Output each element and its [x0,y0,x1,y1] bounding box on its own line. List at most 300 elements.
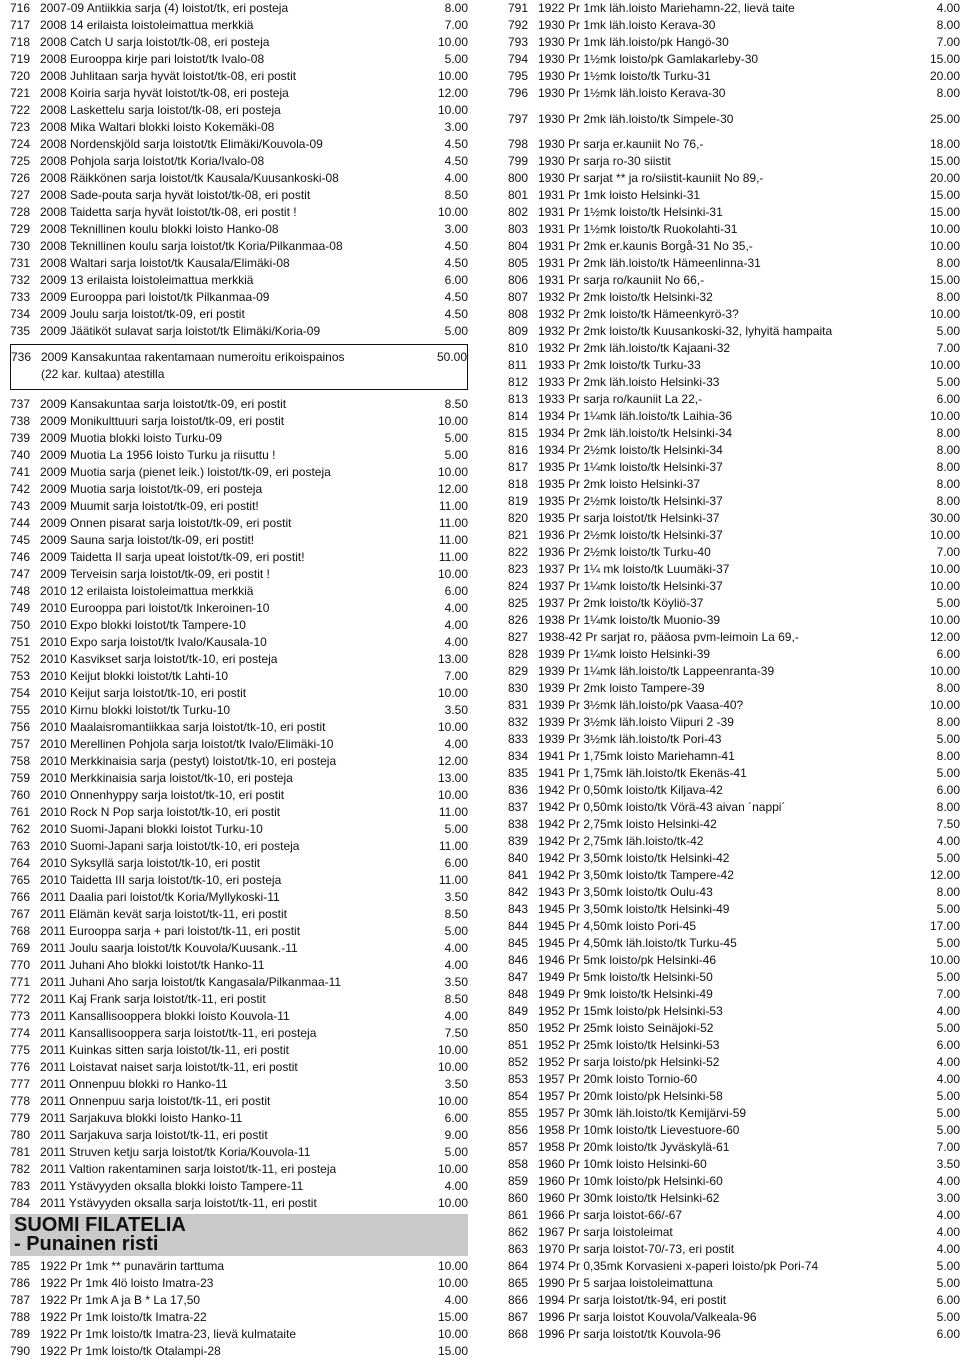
lot-price: 5.00 [936,1106,960,1120]
section-title: SUOMI FILATELIA [14,1214,186,1236]
lot-number: 848 [508,987,529,1001]
lot-number: 720 [10,69,31,83]
right-column [508,0,960,1343]
lot-price: 4.50 [444,256,468,270]
listing-row [10,957,468,974]
lot-price: 4.50 [444,290,468,304]
lot-number: 722 [10,103,31,117]
listing-row [508,1139,960,1156]
lot-price: 8.00 [936,800,960,814]
lot-number: 735 [10,324,31,338]
listing-row [508,1003,960,1020]
lot-description: 1943 Pr 3,50mk loisto/tk Oulu-43 [538,885,713,899]
lot-description: 1922 Pr 1mk ** punavärin tarttuma [40,1259,225,1273]
lot-price: 8.00 [936,290,960,304]
lot-number: 734 [10,307,31,321]
listing-row [10,821,468,838]
listing-row [508,374,960,391]
lot-description: 2010 Keijut blokki loistot/tk Lahti-10 [40,669,229,683]
lot-description: 2010 Kasvikset sarja loistot/tk-10, eri posteja [40,652,278,666]
listing-row [508,663,960,680]
lot-price: 5.00 [936,1310,960,1324]
lot-price: 20.00 [929,69,960,83]
lot-price: 4.00 [936,1242,960,1256]
lot-number: 829 [508,664,529,678]
listing-row [508,1190,960,1207]
lot-description: 2011 Joulu saarja loistot/tk Kouvola/Kuusank.-11 [40,941,298,955]
listing-row [10,838,468,855]
lot-description: 1942 Pr 3,50mk loisto/tk Tampere-42 [538,868,734,882]
listing-row [10,1309,468,1326]
lot-number: 769 [10,941,31,955]
listing-row [508,697,960,714]
lot-description: 1942 Pr 3,50mk loisto/tk Helsinki-42 [538,851,730,865]
lot-number: 725 [10,154,31,168]
lot-number: 775 [10,1043,31,1057]
lot-number: 838 [508,817,529,831]
listing-row [508,748,960,765]
lot-description: 2010 Suomi-Japani blokki loistot Turku-10 [40,822,263,836]
lot-price: 8.00 [936,460,960,474]
lot-description: 1960 Pr 10mk loisto/pk Helsinki-60 [538,1174,723,1188]
listing-row [508,170,960,187]
lot-price: 10.00 [437,567,468,581]
listing-row [10,102,468,119]
lot-description: 1934 Pr 1¼mk läh.loisto/tk Laihia-36 [538,409,733,423]
lot-number: 806 [508,273,529,287]
lot-description: 1966 Pr sarja loistot-66/-67 [538,1208,683,1222]
lot-number: 797 [508,111,529,126]
listing-row [508,340,960,357]
lot-description: 2009 Sauna sarja loistot/tk-09, eri postit! [40,533,255,547]
listing-row [508,187,960,204]
lot-price: 10.00 [929,358,960,372]
lot-number: 779 [10,1111,31,1125]
lot-description: 1934 Pr 2mk läh.loisto/tk Helsinki-34 [538,426,733,440]
lot-number: 726 [10,171,31,185]
listing-row [10,1343,468,1360]
lot-price: 10.00 [929,613,960,627]
lot-price: 12.00 [437,482,468,496]
listing-row [508,850,960,867]
lot-number: 743 [10,499,31,513]
lot-description: 2009 Muotia La 1956 loisto Turku ja riisuttu ! [40,448,276,462]
lot-number: 801 [508,188,529,202]
lot-description: 2010 Taidetta III sarja loistot/tk-10, eri posteja [40,873,282,887]
lot-price: 5.00 [444,431,468,445]
listing-row [10,804,468,821]
listing-row [508,578,960,595]
listing-row [508,1173,960,1190]
lot-description: 2011 Onnenpuu blokki ro Hanko-11 [40,1077,228,1091]
lot-description: 2008 Koiria sarja hyvät loistot/tk-08, eri posteja [40,86,289,100]
lot-description: 2008 Taidetta sarja hyvät loistot/tk-08, eri postit ! [40,205,297,219]
lot-description: 2011 Valtion rakentaminen sarja loistot/tk-11, eri posteja [40,1162,337,1176]
lot-number: 771 [10,975,31,989]
lot-price: 10.00 [437,414,468,428]
lot-description: 1922 Pr 1mk A ja B * La 17,50 [40,1293,201,1307]
lot-description: 1958 Pr 20mk loisto/tk Jyväskylä-61 [538,1140,730,1154]
lot-number: 727 [10,188,31,202]
lot-number: 717 [10,18,31,32]
lot-number: 746 [10,550,31,564]
lot-description: 1937 Pr 1¼ mk loisto/tk Luumäki-37 [538,562,730,576]
lot-description: 1931 Pr 1mk loisto Helsinki-31 [538,188,701,202]
lot-price: 6.00 [444,1111,468,1125]
lot-description: 2011 Kansallisooppera blokki loisto Kouvola-11 [40,1009,290,1023]
lot-price: 5.00 [936,936,960,950]
lot-price: 8.50 [444,188,468,202]
lot-number: 815 [508,426,529,440]
lot-price: 10.00 [437,1196,468,1210]
lot-number: 837 [508,800,529,814]
lot-number: 860 [508,1191,529,1205]
lot-number: 747 [10,567,31,581]
lot-price: 12.00 [929,630,960,644]
lot-description: 2009 Kansakuntaa rakentamaan numeroitu erikoispainos (22 kar. kultaa) atestilla [41,350,345,381]
lot-number: 724 [10,137,31,151]
listing-row [10,238,468,255]
lot-price: 5.00 [936,970,960,984]
lot-description: 2008 Mika Waltari blokki loisto Kokemäki-08 [40,120,275,134]
listing-row [508,1088,960,1105]
lot-description: 1932 Pr 2mk läh.loisto/tk Kajaani-32 [538,341,731,355]
lot-number: 852 [508,1055,529,1069]
lot-description: 1939 Pr 3½mk läh.loisto/pk Vaasa-40? [538,698,744,712]
lot-number: 813 [508,392,529,406]
listing-row [508,1224,960,1241]
lot-number: 825 [508,596,529,610]
lot-number: 759 [10,771,31,785]
lot-description: 1952 Pr 15mk loisto/pk Helsinki-53 [538,1004,723,1018]
lot-number: 795 [508,69,529,83]
lot-description: 1945 Pr 4,50mk loisto Pori-45 [538,919,697,933]
listing-row [508,442,960,459]
lot-price: 3.50 [444,890,468,904]
lot-number: 819 [508,494,529,508]
lot-price: 4.00 [444,1293,468,1307]
lot-price: 7.50 [936,817,960,831]
lot-price: 10.00 [929,562,960,576]
listing-row [508,153,960,170]
listing-row [508,1054,960,1071]
lot-price: 10.00 [437,69,468,83]
lot-price: 11.00 [438,873,468,887]
lot-price: 4.00 [936,1225,960,1239]
lot-description: 1931 Pr 1½mk loisto/tk Ruokolahti-31 [538,222,738,236]
lot-description: 1935 Pr sarja loistot/tk Helsinki-37 [538,511,720,525]
lot-price: 5.00 [936,1089,960,1103]
lot-number: 733 [10,290,31,304]
lot-description: 1990 Pr 5 sarjaa loistoleimattuna [538,1276,713,1290]
listing-row [10,17,468,34]
lot-description: 1930 Pr 1mk läh.loisto/pk Hangö-30 [538,35,729,49]
listing-row [10,1275,468,1292]
lot-price: 4.50 [444,239,468,253]
lot-price: 10.00 [929,409,960,423]
lot-price: 4.00 [936,1208,960,1222]
listing-row [10,1042,468,1059]
lot-price: 5.00 [936,766,960,780]
lot-price: 10.00 [929,953,960,967]
lot-price: 7.50 [444,1026,468,1040]
lot-description: 2008 Räikkönen sarja loistot/tk Kausala/Kuusankoski-08 [40,171,339,185]
lot-price: 5.00 [936,1259,960,1273]
lot-price: 15.00 [929,273,960,287]
lot-number: 792 [508,18,529,32]
lot-price: 10.00 [437,103,468,117]
lot-price: 25.00 [929,111,960,126]
lot-number: 842 [508,885,529,899]
listing-row [10,1258,468,1275]
lot-price: 5.00 [936,324,960,338]
lot-description: 2008 Catch U sarja loistot/tk-08, eri posteja [40,35,270,49]
lot-number: 787 [10,1293,31,1307]
lot-price: 3.50 [936,1157,960,1171]
lot-price: 3.50 [444,703,468,717]
listing-row [10,34,468,51]
listing-row [10,668,468,685]
left-list-middle [10,396,468,1212]
listing-row [508,0,960,17]
lot-number: 798 [508,137,529,151]
lot-price: 10.00 [437,1259,468,1273]
lot-price: 10.00 [437,720,468,734]
lot-price: 6.00 [936,783,960,797]
listing-row [10,1076,468,1093]
lot-description: 2011 Juhani Aho sarja loistot/tk Kangasala/Pilkanmaa-11 [40,975,342,989]
listing-row [508,680,960,697]
lot-description: 2010 Maalaisromantiikkaa sarja loistot/tk-10, eri postit [40,720,326,734]
lot-description: 2011 Elämän kevät sarja loistot/tk-11, eri postit [40,907,288,921]
lot-number: 786 [10,1276,31,1290]
lot-number: 732 [10,273,31,287]
listing-row [508,1156,960,1173]
listing-row [10,549,468,566]
listing-row [508,765,960,782]
left-column [10,0,468,1360]
lot-price: 8.50 [444,992,468,1006]
lot-description: 2009 Terveisin sarja loistot/tk-09, eri postit ! [40,567,270,581]
listing-row [10,634,468,651]
lot-number: 820 [508,511,529,525]
lot-number: 831 [508,698,529,712]
lot-description: 2011 Kaj Frank sarja loistot/tk-11, eri postit [40,992,266,1006]
lot-description: 2008 Pohjola sarja loistot/tk Koria/Ivalo-08 [40,154,265,168]
lot-number: 844 [508,919,529,933]
lot-number: 757 [10,737,31,751]
lot-number: 862 [508,1225,529,1239]
lot-price: 7.00 [936,1140,960,1154]
lot-price: 5.00 [444,822,468,836]
lot-description: 1957 Pr 20mk loisto/pk Helsinki-58 [538,1089,723,1103]
lot-number: 785 [10,1259,31,1273]
lot-description: 1932 Pr 2mk loisto/tk Kuusankoski-32, lyhyitä hampaita [538,324,833,338]
lot-number: 719 [10,52,31,66]
lot-number: 767 [10,907,31,921]
listing-row [10,136,468,153]
lot-description: 2009 Muotia sarja loistot/tk-09, eri posteja [40,482,263,496]
listing-row [10,906,468,923]
lot-description: 1931 Pr 2mk er.kaunis Borgå-31 No 35,- [538,239,753,253]
lot-price: 4.00 [444,1009,468,1023]
lot-description: 2007-09 Antiikkia sarja (4) loistot/tk, eri posteja [40,1,289,15]
lot-number: 730 [10,239,31,253]
listing-row [10,481,468,498]
lot-description: 1952 Pr sarja loisto/pk Helsinki-52 [538,1055,720,1069]
lot-description: 1941 Pr 1,75mk läh.loisto/tk Ekenäs-41 [538,766,747,780]
lot-description: 1930 Pr 2mk läh.loisto/tk Simpele-30 [538,111,734,126]
lot-price: 15.00 [929,52,960,66]
lot-number: 866 [508,1293,529,1307]
lot-description: 2008 Teknillinen koulu blokki loisto Hanko-08 [40,222,279,236]
lot-number: 749 [10,601,31,615]
lot-price: 8.50 [444,397,468,411]
lot-description: 2008 14 erilaista loistoleimattua merkkiä [40,18,254,32]
lot-description: 2011 Daalia pari loistot/tk Koria/Myllykoski-11 [40,890,280,904]
lot-description: 1960 Pr 10mk loisto Helsinki-60 [538,1157,707,1171]
lot-number: 826 [508,613,529,627]
lot-description: 2011 Struven ketju sarja loistot/tk Koria/Kouvola-11 [40,1145,311,1159]
lot-description: 1952 Pr 25mk loisto Seinäjoki-52 [538,1021,714,1035]
lot-number: 753 [10,669,31,683]
lot-description: 2009 Muotia sarja (pienet leik.) loistot/tk-09, eri posteja [40,465,331,479]
lot-description: 1932 Pr 2mk loisto/tk Helsinki-32 [538,290,713,304]
listing-row [508,595,960,612]
listing-row [508,493,960,510]
lot-description: 2009 Joulu sarja loistot/tk-09, eri postit [40,307,245,321]
lot-price: 10.00 [437,1276,468,1290]
lot-price: 7.00 [444,18,468,32]
listing-row [10,532,468,549]
lot-number: 850 [508,1021,529,1035]
lot-number: 857 [508,1140,529,1154]
lot-description: 2008 Sade-pouta sarja hyvät loistot/tk-08, eri postit [40,188,311,202]
lot-number: 854 [508,1089,529,1103]
lot-description: 2011 Sarjakuva blokki loisto Hanko-11 [40,1111,243,1125]
lot-price: 4.50 [444,137,468,151]
lot-number: 751 [10,635,31,649]
lot-number: 784 [10,1196,31,1210]
lot-description: 2009 13 erilaista loistoleimattua merkkiä [40,273,254,287]
lot-description: 2010 Suomi-Japani sarja loistot/tk-10, eri posteja [40,839,300,853]
listing-row [508,1309,960,1326]
lot-description: 1939 Pr 1¼mk loisto Helsinki-39 [538,647,711,661]
listing-row [10,872,468,889]
lot-price: 5.00 [936,1021,960,1035]
listing-row [10,1195,468,1212]
lot-number: 770 [10,958,31,972]
lot-description: 1949 Pr 9mk loisto/tk Helsinki-49 [538,987,713,1001]
listing-row [508,1207,960,1224]
lot-description: 1933 Pr 2mk läh.loisto Helsinki-33 [538,375,720,389]
lot-description: 2009 Kansakuntaa sarja loistot/tk-09, eri postit [40,397,287,411]
lot-price: 8.00 [936,715,960,729]
lot-description: 2009 Onnen pisarat sarja loistot/tk-09, eri postit [40,516,292,530]
lot-price: 6.00 [936,1327,960,1341]
lot-price: 5.00 [444,924,468,938]
lot-number: 823 [508,562,529,576]
lot-price: 4.00 [936,1174,960,1188]
lot-description: 2009 Muotia blokki loisto Turku-09 [40,431,223,445]
lot-price: 20.00 [929,171,960,185]
listing-row [508,986,960,1003]
listing-row [508,1258,960,1275]
lot-price: 4.50 [444,307,468,321]
listing-row [10,170,468,187]
lot-price: 7.00 [444,669,468,683]
lot-description: 2010 Syksyllä sarja loistot/tk-10, eri postit [40,856,261,870]
lot-number: 824 [508,579,529,593]
listing-row [508,1292,960,1309]
lot-description: 2008 Eurooppa kirje pari loistot/tk Ivalo-08 [40,52,265,66]
lot-number: 764 [10,856,31,870]
listing-row [508,85,960,102]
lot-description: 1952 Pr 25mk loisto/tk Helsinki-53 [538,1038,720,1052]
lot-number: 827 [508,630,529,644]
section-header [10,1214,468,1256]
lot-description: 1922 Pr 1mk loisto/tk Imatra-22 [40,1310,207,1324]
lot-price: 15.00 [437,1344,468,1358]
lot-number: 814 [508,409,529,423]
lot-number: 796 [508,86,529,100]
lot-number: 859 [508,1174,529,1188]
lot-number: 830 [508,681,529,695]
listing-row [508,102,960,136]
lot-description: 1974 Pr 0,35mk Korvasieni x-paperi loisto/pk Pori-74 [538,1259,819,1273]
lot-description: 1931 Pr 1½mk loisto/tk Helsinki-31 [538,205,723,219]
listing-row [508,1326,960,1343]
lot-number: 766 [10,890,31,904]
lot-number: 762 [10,822,31,836]
lot-description: 1934 Pr 2½mk loisto/tk Helsinki-34 [538,443,723,457]
lot-price: 8.00 [936,426,960,440]
lot-number: 776 [10,1060,31,1074]
lot-description: 1930 Pr sarja er.kauniit No 76,- [538,137,704,151]
lot-description: 1930 Pr 1mk läh.loisto Kerava-30 [538,18,716,32]
lot-number: 804 [508,239,529,253]
lot-description: 1922 Pr 1mk 4lö loisto Imatra-23 [40,1276,214,1290]
listing-row [10,753,468,770]
lot-price: 6.00 [936,1293,960,1307]
lot-description: 1945 Pr 4,50mk läh.loisto/tk Turku-45 [538,936,737,950]
lot-description: 2010 Expo blokki loistot/tk Tampere-10 [40,618,246,632]
lot-number: 750 [10,618,31,632]
lot-number: 760 [10,788,31,802]
lot-description: 2011 Eurooppa sarja + pari loistot/tk-11, eri postit [40,924,301,938]
lot-description: 2010 Merkkinaisia sarja loistot/tk-10, eri posteja [40,771,293,785]
lot-price: 50.00 [436,350,467,364]
listing-row [10,1127,468,1144]
lot-number: 853 [508,1072,529,1086]
lot-description: 2008 Waltari sarja loistot/tk Kausala/Elimäki-08 [40,256,290,270]
listing-row [508,884,960,901]
lot-description: 1939 Pr 1¼mk läh.loisto/tk Lappeenranta-39 [538,664,775,678]
lot-number: 828 [508,647,529,661]
lot-price: 15.00 [437,1310,468,1324]
listing-row [508,1020,960,1037]
lot-price: 4.00 [444,601,468,615]
lot-price: 8.00 [936,477,960,491]
lot-number: 748 [10,584,31,598]
lot-number: 861 [508,1208,529,1222]
listing-row [10,51,468,68]
listing-row [508,935,960,952]
lot-price: 10.00 [437,1327,468,1341]
lot-description: 1937 Pr 2mk loisto/tk Köyliö-37 [538,596,704,610]
lot-price: 10.00 [929,239,960,253]
lot-price: 15.00 [929,205,960,219]
